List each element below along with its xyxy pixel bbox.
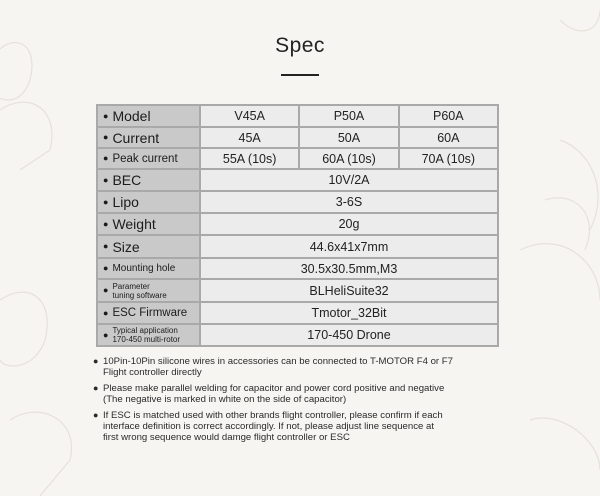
- spec-value: 170-450 Drone: [201, 325, 497, 345]
- spec-row: [98, 214, 497, 234]
- bullet-icon: ●: [103, 174, 109, 185]
- spec-label-text: Size: [112, 238, 140, 255]
- spec-label-text: Weight: [112, 216, 156, 232]
- spec-value: 60A (10s): [300, 149, 397, 168]
- bullet-icon: ●: [103, 196, 109, 207]
- bullet-icon: ●: [103, 285, 109, 295]
- spec-value: 60A: [400, 128, 497, 147]
- spec-value: Tmotor_32Bit: [201, 303, 497, 323]
- spec-label: [98, 214, 199, 234]
- spec-value: P60A: [400, 106, 497, 126]
- spec-row: [98, 128, 497, 147]
- spec-value: 45A: [201, 128, 298, 147]
- spec-label: [98, 325, 199, 345]
- spec-value: 50A: [300, 128, 397, 147]
- note-text: 10Pin-10Pin silicone wires in accessories can be connected to T-MOTOR F4 or F7 Flight controller directly: [103, 356, 453, 379]
- spec-label-text: BEC: [112, 172, 142, 188]
- bullet-icon: ●: [103, 153, 109, 163]
- bullet-icon: ●: [103, 329, 109, 340]
- spec-label-text: Model: [112, 108, 151, 124]
- spec-row: [98, 303, 497, 323]
- spec-value: 20g: [201, 214, 497, 234]
- spec-row: [98, 170, 497, 190]
- note-text: If ESC is matched used with other brands flight controller, please confirm if each interface definition is correct accordingly. If not, please adjust line sequence at first wrong sequence would damge flight controller or ESC: [103, 409, 443, 444]
- bullet-icon: ●: [93, 356, 99, 366]
- spec-label-text: Lipo: [112, 194, 139, 210]
- spec-row: [98, 106, 497, 126]
- bullet-icon: ●: [103, 218, 109, 229]
- spec-label-text: Mounting hole: [112, 263, 176, 274]
- spec-label: [98, 236, 199, 257]
- spec-value: V45A: [201, 106, 298, 126]
- spec-row: [98, 192, 497, 212]
- bullet-icon: ●: [103, 241, 109, 251]
- spec-label-text: ESC Firmware: [112, 307, 188, 319]
- spec-row: [98, 236, 497, 257]
- spec-value: 70A (10s): [400, 149, 497, 168]
- spec-label-text: Typical application 170-450 multi-rotor: [112, 326, 181, 344]
- spec-value: 55A (10s): [201, 149, 298, 168]
- spec-table: [96, 104, 499, 347]
- spec-label: [98, 128, 199, 147]
- bullet-icon: ●: [103, 132, 109, 142]
- spec-label-text: Peak current: [112, 152, 178, 165]
- spec-row: [98, 259, 497, 278]
- bullet-icon: ●: [93, 382, 99, 393]
- bullet-icon: ●: [93, 409, 99, 420]
- notes-list: [93, 356, 513, 448]
- spec-label: [98, 170, 199, 190]
- spec-value: 30.5x30.5mm,M3: [201, 259, 497, 278]
- note-item: [93, 410, 513, 444]
- spec-value: 3-6S: [201, 192, 497, 212]
- spec-label-text: Current: [112, 129, 160, 146]
- note-item: [93, 356, 513, 379]
- spec-row: [98, 280, 497, 301]
- title-underline: [281, 74, 319, 76]
- spec-label: [98, 149, 199, 168]
- spec-row: [98, 149, 497, 168]
- spec-label-text: Parameter tuning software: [112, 281, 167, 300]
- spec-value: P50A: [300, 106, 397, 126]
- bullet-icon: ●: [103, 263, 109, 273]
- spec-value: BLHeliSuite32: [201, 280, 497, 301]
- note-text: Please make parallel welding for capacitor and power cord positive and negative (The negative is marked in white on the side of capacitor): [103, 382, 445, 406]
- spec-label: [98, 259, 199, 278]
- spec-label: [98, 106, 199, 126]
- spec-value: 44.6x41x7mm: [201, 236, 497, 257]
- bullet-icon: ●: [103, 307, 109, 318]
- spec-label: [98, 192, 199, 212]
- note-item: [93, 383, 513, 406]
- page-title: Spec: [275, 34, 325, 57]
- spec-row: [98, 325, 497, 345]
- spec-label: [98, 303, 199, 323]
- spec-value: 10V/2A: [201, 170, 497, 190]
- spec-label: [98, 280, 199, 301]
- bullet-icon: ●: [103, 110, 109, 121]
